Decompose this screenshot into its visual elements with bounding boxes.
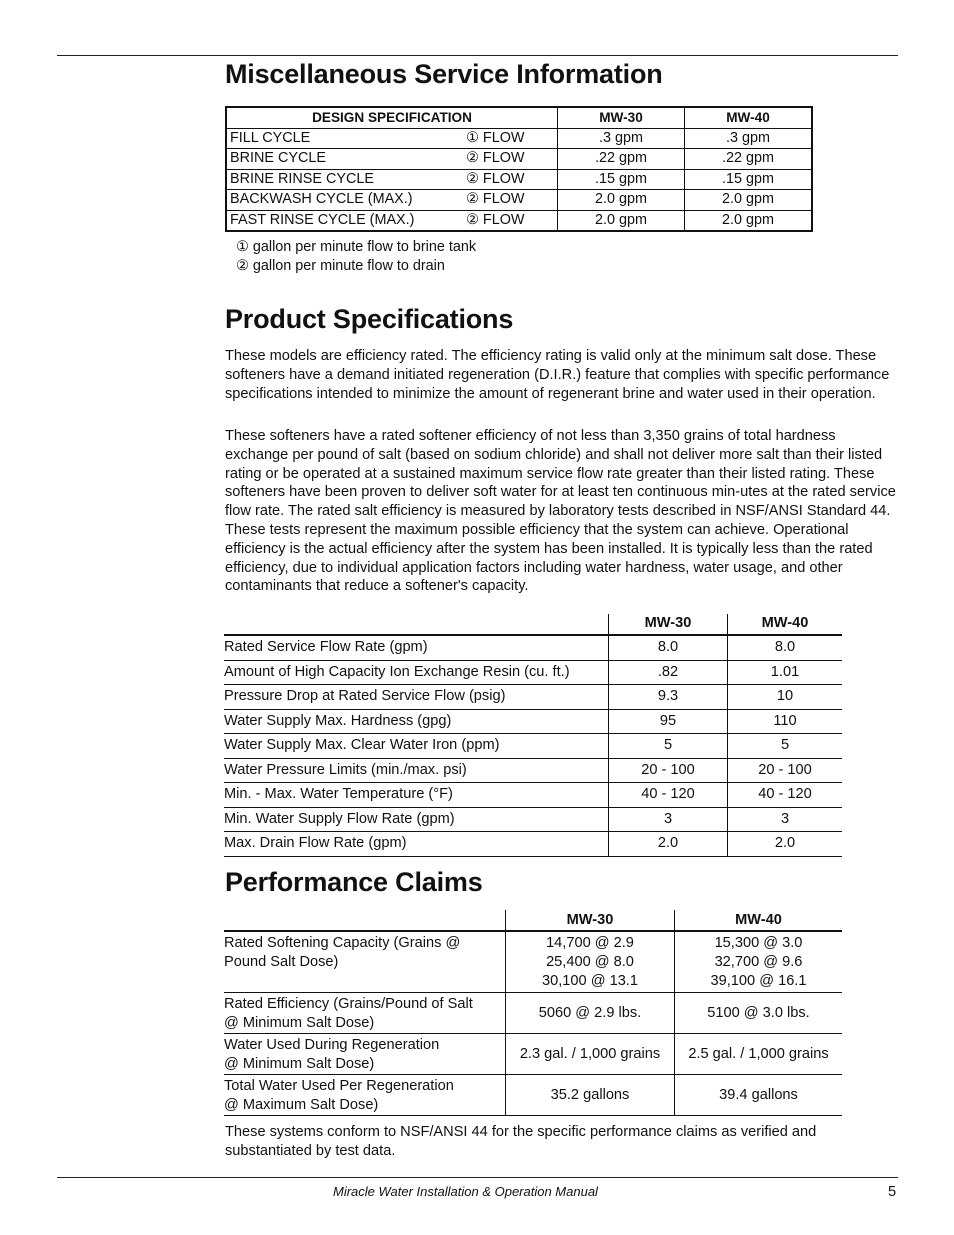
capacity-value: 14,700 @ 2.9 [546,934,634,951]
claim-label-line1: Rated Softening Capacity (Grains @ [224,935,461,951]
product-spec-table [224,614,842,857]
capacity-value: 30,100 @ 13.1 [542,972,638,989]
product-header-row [224,614,842,636]
mw30-value: 95 [608,710,727,734]
performance-header-blank [224,910,505,930]
mw30-header: MW-30 [557,108,684,128]
claim-label [224,993,505,1033]
rating-paragraph: These softeners have a rated softener efficiency of not less than 3,350 grains of total hardness exchange per pound of salt (based on sodium chloride) and shall not deliver more salt than their listed rating or be operated at a sustained maximum service flow rate greater than their listed rating. These softeners have been proven to deliver soft water for at least ten continuous min-utes at the rated service flow rate. The rated salt efficiency is measured by laboratory tests described in NSF/ANSI Standard 44. These tests represent the maximum possible efficiency that the system can achieve. Operational efficiency is the actual efficiency after the system has been installed. It is typically less than the rated efficiency, due to individual application factors including water hardness, water usage, and other contaminants that reduce a softener's capacity. [225,428,896,595]
cycle-label: FAST RINSE CYCLE (MAX.) [230,211,415,228]
page-number: 5 [888,1184,897,1200]
mw40-value: 10 [727,685,842,709]
cycle-label: BRINE CYCLE [230,150,326,166]
mw30-header: MW-30 [505,910,674,930]
claim-label-line1: Rated Efficiency (Grains/Pound of Salt [224,996,473,1012]
spec-label: Amount of High Capacity Ion Exchange Resin (cu. ft.) [224,663,570,680]
performance-section-title: Performance Claims [225,867,483,897]
mw30-value: .22 gpm [557,149,684,169]
efficiency-paragraph: These models are efficiency rated. The efficiency rating is valid only at the minimum salt dose. These softeners have a demand initiated regeneration (D.I.R.) feature that complies with specific performance specifications intended to minimize the amount of regenerant brine and water used in their operation. [225,348,890,402]
claim-label-line2: Pound Salt Dose) [224,954,339,970]
claim-label-line1: Total Water Used Per Regeneration [224,1078,454,1094]
table-row [224,993,842,1034]
capacity-value: 32,700 @ 9.6 [714,953,803,970]
mw40-value: 3 [727,808,842,832]
mw40-value: 110 [727,710,842,734]
mw40-value: 2.0 [727,832,842,856]
mw40-value: 2.0 gpm [684,211,811,231]
flow-label: ② FLOW [466,211,525,228]
flow-label: ② FLOW [466,191,525,207]
mw30-value: 2.0 gpm [557,190,684,210]
mw40-value: 1.01 [727,661,842,685]
design-spec-table [225,106,813,232]
mw40-value: 5 [727,734,842,758]
mw30-value: 2.3 gal. / 1,000 grains [505,1034,674,1074]
table-row [224,636,842,661]
spec-label: Water Pressure Limits (min./max. psi) [224,761,467,778]
mw40-value: .22 gpm [684,149,811,169]
mw30-value: .82 [608,661,727,685]
table-row [224,808,842,833]
capacity-value: 39,100 @ 16.1 [710,972,807,989]
mw40-value: 8.0 [727,636,842,660]
table-row [224,759,842,784]
design-spec-header: DESIGN SPECIFICATION [312,110,472,125]
claim-label-line2: @ Maximum Salt Dose) [224,1097,379,1113]
mw30-value: 35.2 gallons [505,1075,674,1115]
table-row [227,210,811,231]
mw40-value: 39.4 gallons [674,1075,842,1115]
footnote-drain: ② gallon per minute flow to drain [236,258,445,274]
mw30-value: 5060 @ 2.9 lbs. [505,993,674,1033]
spec-label: Water Supply Max. Clear Water Iron (ppm) [224,737,500,753]
capacity-value: 25,400 @ 8.0 [546,953,634,970]
table-row [224,1034,842,1075]
claim-label-line2: @ Minimum Salt Dose) [224,1015,375,1031]
mw30-value: .3 gpm [557,129,684,149]
mw30-value: 3 [608,808,727,832]
table-row [224,783,842,808]
table-row [224,1075,842,1116]
mw30-value: 5 [608,734,727,758]
mw30-value: 20 - 100 [608,759,727,783]
misc-section-title: Miscellaneous Service Information [225,59,663,89]
mw40-header: MW-40 [727,614,842,634]
mw30-header: MW-30 [608,614,727,634]
conformance-note: These systems conform to NSF/ANSI 44 for the specific performance claims as verified and substantiated by test data. [225,1124,817,1159]
mw40-value: 5100 @ 3.0 lbs. [674,993,842,1033]
spec-label: Rated Service Flow Rate (gpm) [224,639,428,655]
product-section-title: Product Specifications [225,304,514,334]
capacity-value: 15,300 @ 3.0 [714,934,803,951]
cycle-label: BRINE RINSE CYCLE [230,170,374,187]
cycle-label: BACKWASH CYCLE (MAX.) [230,191,413,207]
mw30-value: 9.3 [608,685,727,709]
claim-label [224,1034,505,1074]
spec-label: Min. Water Supply Flow Rate (gpm) [224,810,455,827]
flow-label: ② FLOW [466,170,525,187]
flow-label: ② FLOW [466,150,525,166]
table-row [227,148,811,169]
table-row [227,189,811,210]
flow-label: ① FLOW [466,129,525,146]
mw30-value: 2.0 [608,832,727,856]
claim-label-line1: Water Used During Regeneration [224,1037,440,1053]
bottom-rule [57,1177,898,1178]
mw40-value: 2.0 gpm [684,190,811,210]
mw40-value: .15 gpm [684,170,811,190]
table-row [227,128,811,149]
spec-label: Pressure Drop at Rated Service Flow (psig) [224,688,506,704]
mw40-header: MW-40 [684,108,811,128]
table-row [224,685,842,710]
cycle-label: FILL CYCLE [230,129,311,146]
table-row [224,734,842,759]
mw30-value: .15 gpm [557,170,684,190]
claim-label [224,932,505,992]
mw40-value: .3 gpm [684,129,811,149]
claim-label [224,1075,505,1115]
claim-label-line2: @ Minimum Salt Dose) [224,1056,375,1072]
table-row [227,169,811,190]
mw40-value: 2.5 gal. / 1,000 grains [674,1034,842,1074]
spec-label: Min. - Max. Water Temperature (°F) [224,786,453,802]
performance-table [224,910,842,1116]
footnote-list [236,238,476,276]
performance-header-row [224,910,842,932]
footnote-brine-tank: ① gallon per minute flow to brine tank [236,239,477,255]
mw30-value: 2.0 gpm [557,211,684,231]
spec-label: Water Supply Max. Hardness (gpg) [224,712,452,729]
mw40-header: MW-40 [674,910,842,930]
design-spec-header-row [227,108,811,128]
manual-title: Miracle Water Installation & Operation Manual [333,1184,598,1199]
mw30-value: 40 - 120 [608,783,727,807]
mw30-value [505,932,674,992]
table-row [224,832,842,857]
mw40-value [674,932,842,992]
table-row [224,661,842,686]
product-header-blank [224,614,608,634]
mw40-value: 40 - 120 [727,783,842,807]
top-rule [57,55,898,56]
mw30-value: 8.0 [608,636,727,660]
mw40-value: 20 - 100 [727,759,842,783]
table-row [224,710,842,735]
spec-label: Max. Drain Flow Rate (gpm) [224,835,407,851]
table-row [224,932,842,993]
